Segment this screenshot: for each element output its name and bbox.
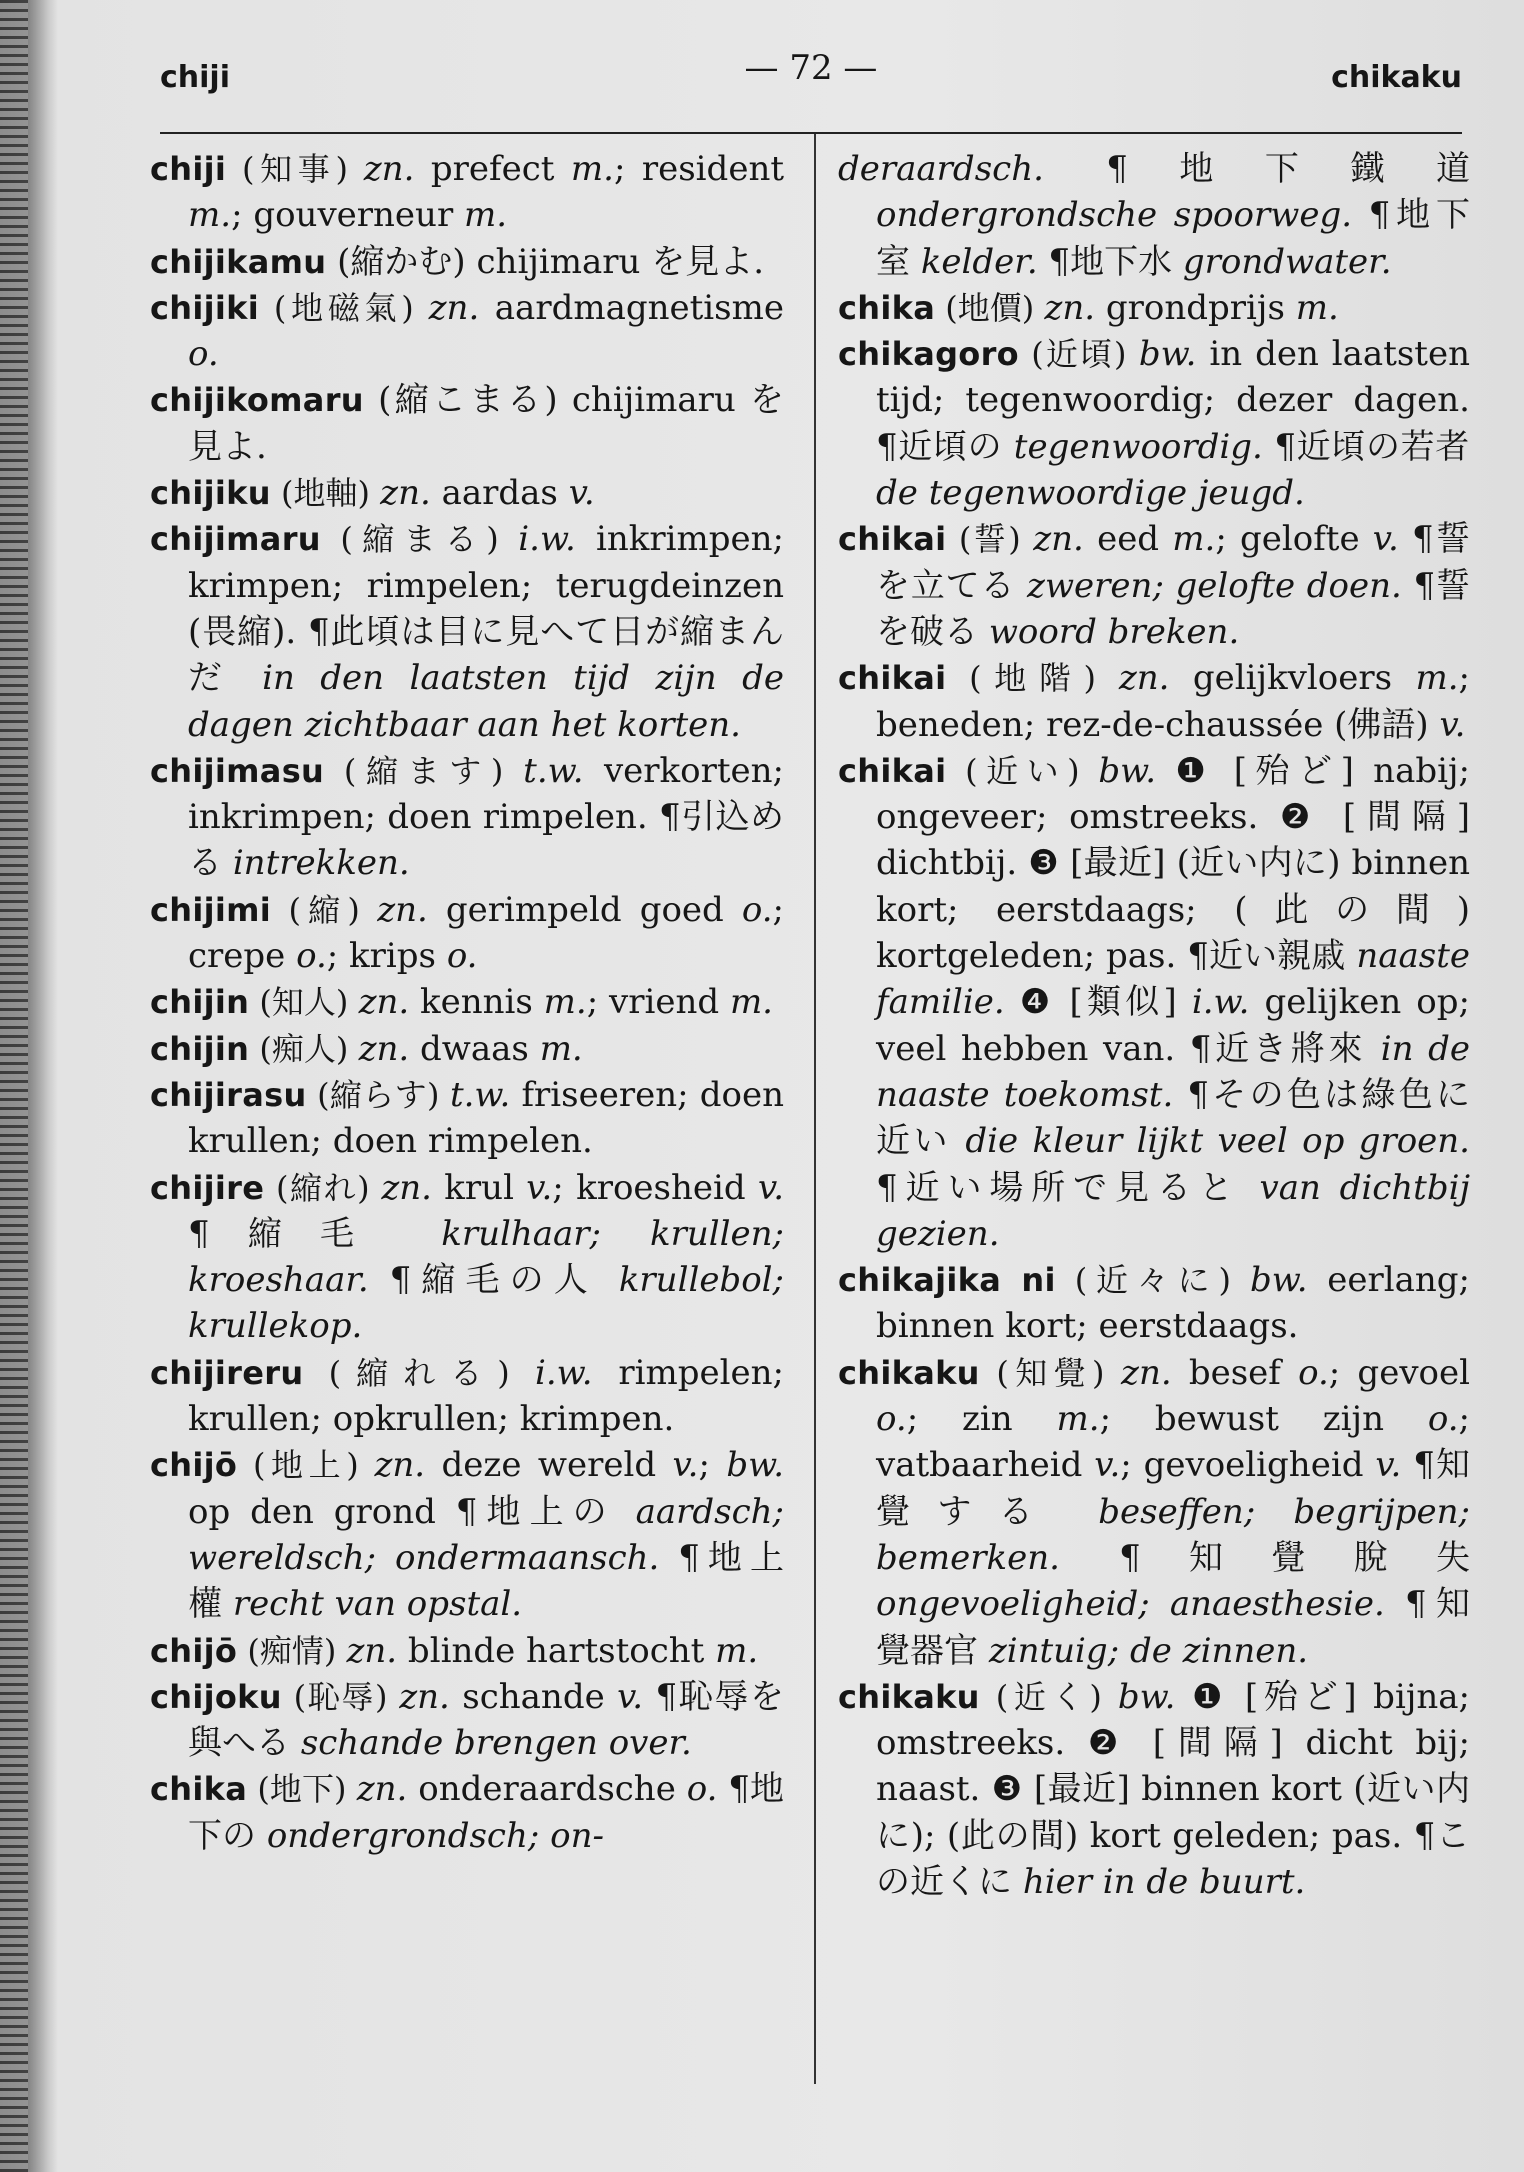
italic-text: in de naaste toekomst. [876, 1028, 1471, 1115]
italic-text: t.w. [449, 1074, 511, 1115]
kanji-gloss: (痴情) [237, 1631, 347, 1670]
definition-text: ; zin [906, 1399, 1057, 1440]
kanji-gloss: (地上) [237, 1446, 375, 1485]
italic-text: o. [876, 1399, 907, 1440]
dictionary-entry [838, 1674, 1470, 1905]
dictionary-entry [838, 655, 1470, 748]
italic-text: o. [446, 936, 478, 977]
definition-text: verkorten; inkrimpen; doen rimpelen. ¶引込める [188, 750, 784, 884]
kanji-gloss: (誓) [946, 520, 1034, 559]
headword: chijikomaru [150, 381, 364, 420]
italic-text: bw. [1098, 750, 1156, 791]
definition-text: ¶知覺脫失 [1059, 1537, 1470, 1578]
italic-text: zn. [358, 1028, 410, 1069]
kanji-gloss: (地下) [247, 1770, 357, 1809]
definition-text: blinde hartstocht [397, 1630, 716, 1671]
definition-text: gelijken op; veel hebben van. ¶近き將來 [876, 982, 1470, 1069]
headword: chijimasu [150, 751, 325, 790]
kanji-gloss: (縮らす) [306, 1075, 450, 1114]
definition-text: in den laatsten tijd; tegenwoordig; dezer dagen. ¶近頃の [876, 334, 1470, 467]
italic-text: ondergrondsch; on- [266, 1815, 604, 1856]
headword: chijiki [150, 288, 260, 327]
definition-text: ¶誓を破る [876, 565, 1470, 652]
definition-text: ; beneden; rez-de-chaussée (佛語) [876, 658, 1470, 745]
italic-text: tegenwoordig. [1013, 426, 1263, 467]
italic-text: v. [758, 1167, 784, 1208]
headword: chijō [150, 1631, 238, 1670]
dictionary-entry [838, 285, 1470, 331]
definition-text: prefect [414, 149, 571, 189]
headword: chijin [150, 1029, 250, 1068]
definition-text: dwaas [409, 1028, 540, 1069]
kanji-gloss: (近い) [946, 751, 1099, 790]
headword: chijin [150, 983, 250, 1022]
italic-text: bw. [726, 1445, 784, 1486]
italic-text: zn. [374, 1445, 426, 1486]
italic-text: die kleur lijkt veel op groen. [965, 1121, 1470, 1162]
definition-text: deze wereld [425, 1445, 673, 1486]
italic-text: zn. [1044, 287, 1096, 328]
dictionary-entry [150, 979, 784, 1025]
italic-text: o. [1298, 1352, 1329, 1393]
definition-text: (縮かむ) chijimaru を見よ. [326, 241, 765, 282]
italic-text: krullebol; krullekop. [188, 1260, 784, 1347]
headword: chijirasu [150, 1075, 307, 1114]
definition-text: ¶その色は綠色に近い [876, 1074, 1470, 1162]
italic-text: v. [1372, 519, 1399, 560]
italic-text: v. [568, 473, 595, 514]
italic-text: zn. [346, 1630, 398, 1671]
definition-text: eed [1083, 519, 1173, 560]
headword: chikai [838, 520, 947, 559]
headword: chijō [150, 1446, 238, 1485]
italic-text: zn. [358, 982, 410, 1023]
italic-text: van dichtbij gezien. [876, 1167, 1470, 1254]
definition-text: ; vriend [586, 982, 730, 1023]
definition-text: gelijkvloers [1169, 658, 1416, 699]
dictionary-entry [150, 1026, 784, 1072]
dictionary-entry [838, 748, 1470, 1257]
italic-text: zn. [1118, 658, 1170, 699]
definition-text: kennis [409, 982, 544, 1023]
kanji-gloss: (縮れる) [303, 1353, 535, 1392]
kanji-gloss: (恥辱) [281, 1677, 400, 1716]
italic-text: zn. [381, 1167, 432, 1208]
definition-text: ; [698, 1445, 727, 1486]
definition-text: ¶近頃の若者 [1262, 426, 1470, 467]
definition-text: ¶知覺器官 [876, 1584, 1470, 1671]
definition-text: ❹ [類似] [1004, 982, 1192, 1023]
definition-text: aardas [430, 473, 569, 514]
italic-text: deraardsch. [838, 149, 1044, 189]
headword: chikajika ni [838, 1261, 1056, 1300]
italic-text: naaste familie. [876, 936, 1470, 1023]
italic-text: o. [296, 936, 327, 977]
definition-text: (縮こまる) chijimaru を見よ. [188, 380, 784, 467]
italic-text: m. [570, 149, 614, 189]
dictionary-entry [150, 516, 784, 747]
italic-text: m. [715, 1630, 759, 1671]
kanji-gloss: (縮ます) [324, 751, 524, 790]
italic-text: zn. [428, 287, 480, 328]
italic-text: i.w. [518, 519, 576, 560]
definition-text: ¶誓を立てる [876, 519, 1470, 606]
italic-text: o. [1427, 1399, 1459, 1440]
dictionary-entry [150, 1165, 784, 1350]
definition-text: ; gevoel [1328, 1352, 1470, 1393]
dictionary-entry [838, 146, 1470, 285]
italic-text: bw. [1249, 1260, 1308, 1301]
headword: chijimaru [150, 520, 321, 559]
italic-text: m. [188, 195, 232, 236]
definition-text: ¶地上權 [188, 1537, 784, 1625]
headword: chikaku [838, 1353, 980, 1392]
spiral-binding [0, 0, 28, 2172]
running-head-first-word: chiji [160, 60, 230, 95]
definition-text: ¶地下水 [1037, 241, 1183, 282]
definition-text: ; vatbaarheid [876, 1399, 1470, 1486]
definition-text: ; bewust zijn [1099, 1399, 1428, 1440]
dictionary-entry [150, 1766, 784, 1859]
kanji-gloss: (地階) [946, 659, 1119, 698]
italic-text: zn. [1033, 519, 1084, 560]
definition-text: ; gevoeligheid [1120, 1445, 1376, 1486]
italic-text: v. [1094, 1445, 1121, 1486]
binding-shadow [28, 0, 58, 2172]
dictionary-entry [150, 1628, 784, 1674]
definition-text: gerimpeld goed [427, 889, 742, 930]
italic-text: bw. [1117, 1676, 1176, 1717]
definition-text: ; gouverneur [231, 195, 465, 236]
dictionary-entry [150, 1442, 784, 1627]
running-head [160, 48, 1462, 108]
italic-text: ondergrondsche spoorweg. [876, 195, 1353, 236]
definition-text: onderaardsche [407, 1769, 687, 1810]
headword: chika [838, 288, 936, 327]
italic-text: m. [1172, 519, 1216, 560]
dictionary-entry [150, 146, 784, 239]
italic-text: aardsch; wereldsch; ondermaansch. [188, 1491, 784, 1578]
dictionary-entry [150, 285, 784, 378]
definition-text: ; kroesheid [552, 1167, 759, 1208]
italic-text: zn. [399, 1676, 450, 1717]
definition-text: ¶近い場所で見ると [876, 1167, 1260, 1208]
kanji-gloss: (縮) [271, 890, 378, 929]
italic-text: o. [741, 889, 773, 930]
definition-text: op den grond ¶地上の [188, 1491, 636, 1532]
dictionary-entry [150, 1674, 784, 1767]
running-head-last-word: chikaku [1331, 60, 1462, 95]
italic-text: v. [1375, 1445, 1402, 1486]
dictionary-entry [150, 470, 784, 516]
dictionary-entry [150, 887, 784, 980]
headword: chijikamu [150, 242, 327, 281]
italic-text: intrekken. [232, 843, 410, 884]
headword: chijire [150, 1168, 265, 1207]
definition-text: ¶縮毛 [188, 1213, 442, 1254]
definition-text: ; gelofte [1215, 519, 1373, 560]
dictionary-entry [150, 239, 784, 285]
italic-text: v. [526, 1167, 553, 1208]
kanji-gloss: (地價) [935, 288, 1045, 327]
definition-text: ; krips [326, 936, 447, 977]
definition-text: ¶地下室 [876, 195, 1470, 282]
definition-text: ¶縮毛の人 [368, 1260, 619, 1301]
italic-text: de tegenwoordige jeugd. [876, 473, 1305, 514]
definition-text: schande [449, 1676, 618, 1717]
left-column [150, 146, 784, 1859]
italic-text: o. [686, 1769, 718, 1810]
italic-text: zweren; gelofte doen. [1027, 565, 1402, 606]
dictionary-entry [150, 748, 784, 887]
italic-text: grondwater. [1182, 241, 1392, 282]
dictionary-entry [838, 1350, 1470, 1674]
italic-text: v. [672, 1445, 699, 1486]
dictionary-entry [838, 331, 1470, 516]
italic-text: bw. [1138, 334, 1197, 375]
kanji-gloss: (縮れ) [264, 1168, 382, 1207]
headword: chijimi [150, 890, 272, 929]
italic-text: schande brengen over. [300, 1723, 692, 1764]
headword: chijoku [150, 1677, 282, 1716]
dictionary-entry [150, 1350, 784, 1443]
kanji-gloss: (縮まる) [320, 520, 519, 559]
italic-text: in den laatsten tijd zijn de dagen zichtbaar aan het korten. [188, 658, 784, 745]
italic-text: m. [539, 1028, 583, 1069]
italic-text: v. [1439, 704, 1466, 745]
headword: chiji [150, 150, 227, 188]
definition-text: krul [431, 1167, 527, 1208]
dictionary-entry [838, 1257, 1470, 1350]
kanji-gloss: (知事) [226, 150, 364, 188]
definition-text: besef [1171, 1352, 1299, 1393]
definition-text: ; resident [613, 149, 784, 189]
italic-text: m. [729, 982, 773, 1023]
italic-text: o. [188, 334, 219, 375]
kanji-gloss: (地軸) [270, 474, 381, 513]
italic-text: i.w. [1191, 982, 1250, 1023]
italic-text: m. [543, 982, 587, 1023]
italic-text: t.w. [523, 750, 584, 791]
column-divider [814, 134, 816, 2084]
dictionary-entry [150, 1072, 784, 1165]
headword: chika [150, 1770, 248, 1809]
italic-text: m. [1056, 1399, 1100, 1440]
italic-text: m. [464, 195, 508, 236]
definition-text: inkrimpen; krimpen; rimpelen; terugdeinzen (畏縮). ¶此頃は目に見へて日が縮まんだ [188, 519, 784, 699]
italic-text: zn. [377, 889, 428, 930]
definition-text: ❶ [殆ど] nabij; ongeveer; omstreeks. ❷ [間隔] dichtbij. ❸ [最近] (近い内に) binnen kort; eerstdaags; (此の間) kortgeleden; pas. ¶近い親戚 [876, 750, 1470, 977]
definition-text: grondprijs [1095, 287, 1296, 328]
definition-text: friseeren; doen krullen; doen rimpelen. [188, 1074, 784, 1162]
dictionary-entry [838, 516, 1470, 655]
header-rule [160, 132, 1462, 134]
italic-text: recht van opstal. [232, 1584, 523, 1625]
definition-text: eerlang; binnen kort; eerstdaags. [876, 1260, 1470, 1347]
definition-text: ¶地下鐵道 [1043, 149, 1470, 189]
italic-text: ongevoeligheid; anaesthesie. [876, 1584, 1385, 1625]
kanji-gloss: (近頃) [1018, 335, 1139, 374]
headword: chijiku [150, 474, 271, 513]
italic-text: zn. [1121, 1352, 1172, 1393]
italic-text: beseffen; begrijpen; bemerken. [876, 1491, 1470, 1578]
italic-text: woord breken. [988, 611, 1240, 652]
italic-text: m. [1415, 658, 1459, 699]
italic-text: m. [1295, 287, 1339, 328]
definition-text: ❶ [殆ど] bijna; omstreeks. ❷ [間隔] dicht bij; naast. ❸ [最近] binnen kort (近い内に); (此の間) kort geleden; pas. ¶この近くに [876, 1676, 1470, 1902]
definition-text: aardmagnetisme [479, 287, 784, 328]
kanji-gloss: (地磁氣) [259, 288, 429, 327]
kanji-gloss: (近く) [979, 1677, 1118, 1716]
kanji-gloss: (近々に) [1055, 1261, 1250, 1300]
definition-text: ¶知覺する [876, 1445, 1470, 1532]
italic-text: kelder. [920, 241, 1038, 282]
italic-text: zn. [363, 149, 415, 189]
page-number: — 72 — [744, 48, 878, 88]
definition-text: rimpelen; krullen; opkrullen; krimpen. [188, 1352, 784, 1440]
kanji-gloss: (知人) [249, 983, 359, 1022]
italic-text: krulhaar; krullen; kroeshaar. [188, 1213, 784, 1301]
italic-text: zn. [356, 1769, 408, 1810]
headword: chikagoro [838, 335, 1019, 374]
italic-text: hier in de buurt. [1022, 1861, 1306, 1902]
italic-text: i.w. [534, 1352, 593, 1393]
italic-text: zintuig; de zinnen. [988, 1630, 1309, 1671]
headword: chijireru [150, 1353, 304, 1392]
italic-text: v. [617, 1676, 644, 1717]
italic-text: zn. [380, 473, 431, 514]
headword: chikaku [838, 1677, 980, 1716]
headword: chikai [838, 751, 947, 790]
definition-text: ¶恥辱を與へる [188, 1676, 784, 1764]
kanji-gloss: (痴人) [249, 1029, 359, 1068]
right-column [838, 146, 1470, 1905]
headword: chikai [838, 659, 947, 698]
definition-text: ¶地下の [188, 1769, 784, 1856]
kanji-gloss: (知覺) [979, 1353, 1122, 1392]
definition-text: ; crepe [188, 889, 784, 977]
dictionary-entry [150, 377, 784, 470]
